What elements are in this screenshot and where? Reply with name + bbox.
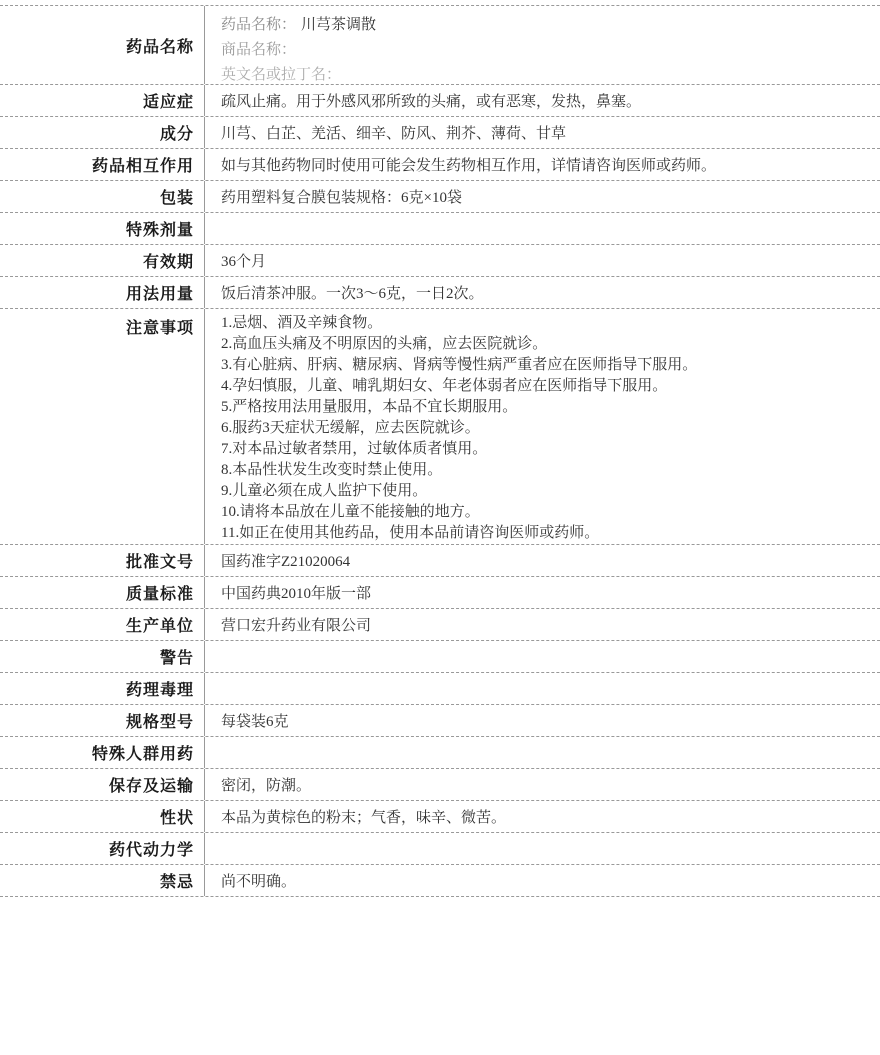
storage-transport-value: 密闭，防潮。: [221, 778, 312, 794]
precaution-item: 8.本品性状发生改变时禁止使用。: [221, 462, 443, 478]
properties-label: 性状: [0, 801, 205, 832]
row-drug-name: [0, 6, 880, 85]
row-approval-number: [0, 545, 880, 577]
special-populations-label: 特殊人群用药: [0, 737, 205, 768]
precaution-item: 1.忌烟、酒及辛辣食物。: [221, 315, 383, 331]
english-name-line: 英文名或拉丁名：: [221, 67, 342, 83]
special-dosage-label: 特殊剂量: [0, 213, 205, 244]
contraindications-label: 禁忌: [0, 865, 205, 896]
specification-label: 规格型号: [0, 705, 205, 736]
dosage-usage-label: 用法用量: [0, 277, 205, 308]
special-dosage-value: [205, 213, 880, 244]
manufacturer-label: 生产单位: [0, 609, 205, 640]
approval-number-label: 批准文号: [0, 545, 205, 576]
drug-name-prefix: 药品名称：: [221, 17, 297, 33]
pharmacology-toxicology-label: 药理毒理: [0, 673, 205, 704]
precaution-item: 7.对本品过敏者禁用，过敏体质者慎用。: [221, 441, 488, 457]
quality-standard-label: 质量标准: [0, 577, 205, 608]
shelf-life-label: 有效期: [0, 245, 205, 276]
precaution-item: 4.孕妇慎服，儿童、哺乳期妇女、年老体弱者应在医师指导下服用。: [221, 378, 668, 394]
precaution-item: 10.请将本品放在儿童不能接触的地方。: [221, 504, 480, 520]
row-properties: [0, 801, 880, 833]
row-pharmacology-toxicology: [0, 673, 880, 705]
row-storage-transport: [0, 769, 880, 801]
packaging-label: 包装: [0, 181, 205, 212]
drug-name-text: 川芎茶调散: [301, 17, 377, 33]
properties-value: 本品为黄棕色的粉末；气香，味辛、微苦。: [221, 810, 507, 826]
row-specification: [0, 705, 880, 737]
shelf-life-value: 36个月: [221, 254, 267, 270]
drug-interactions-label: 药品相互作用: [0, 149, 205, 180]
row-quality-standard: [0, 577, 880, 609]
indications-label: 适应症: [0, 85, 205, 116]
row-precautions: [0, 309, 880, 545]
precaution-item: 6.服药3天症状无缓解，应去医院就诊。: [221, 420, 480, 436]
drug-interactions-value: 如与其他药物同时使用可能会发生药物相互作用，详情请咨询医师或药师。: [221, 158, 717, 174]
precaution-item: 11.如正在使用其他药品，使用本品前请咨询医师或药师。: [221, 525, 600, 541]
row-ingredients: [0, 117, 880, 149]
precautions-value-cell: [205, 309, 880, 544]
precaution-item: 5.严格按用法用量服用，本品不宜长期服用。: [221, 399, 518, 415]
row-packaging: [0, 181, 880, 213]
precaution-item: 9.儿童必须在成人监护下使用。: [221, 483, 428, 499]
row-shelf-life: [0, 245, 880, 277]
specification-value: 每袋装6克: [221, 714, 289, 730]
ingredients-label: 成分: [0, 117, 205, 148]
row-indications: [0, 85, 880, 117]
pharmacology-toxicology-value: [205, 673, 880, 704]
precautions-label: 注意事项: [0, 309, 205, 544]
row-dosage-usage: [0, 277, 880, 309]
pharmacokinetics-label: 药代动力学: [0, 833, 205, 864]
row-manufacturer: [0, 609, 880, 641]
precaution-item: 3.有心脏病、肝病、糖尿病、肾病等慢性病严重者应在医师指导下服用。: [221, 357, 698, 373]
warning-label: 警告: [0, 641, 205, 672]
pharmacokinetics-value: [205, 833, 880, 864]
drug-name-value-cell: [205, 6, 880, 84]
approval-number-value: 国药准字Z21020064: [221, 554, 351, 570]
contraindications-value: 尚不明确。: [221, 874, 297, 890]
drug-name-line: [221, 13, 880, 38]
row-special-populations: [0, 737, 880, 769]
special-populations-value: [205, 737, 880, 768]
row-warning: [0, 641, 880, 673]
ingredients-value: 川芎、白芷、羌活、细辛、防风、荆芥、薄荷、甘草: [221, 126, 567, 142]
manufacturer-value: 营口宏升药业有限公司: [221, 618, 372, 634]
warning-value: [205, 641, 880, 672]
row-pharmacokinetics: [0, 833, 880, 865]
storage-transport-label: 保存及运输: [0, 769, 205, 800]
trade-name-line: 商品名称：: [221, 42, 297, 58]
drug-info-table: [0, 5, 880, 897]
packaging-value: 药用塑料复合膜包装规格：6克×10袋: [221, 190, 462, 206]
indications-value: 疏风止痛。用于外感风邪所致的头痛，或有恶寒，发热，鼻塞。: [221, 94, 642, 110]
precaution-item: 2.高血压头痛及不明原因的头痛，应去医院就诊。: [221, 336, 548, 352]
drug-name-label: 药品名称: [0, 6, 205, 84]
row-drug-interactions: [0, 149, 880, 181]
quality-standard-value: 中国药典2010年版一部: [221, 586, 372, 602]
row-contraindications: [0, 865, 880, 897]
row-special-dosage: [0, 213, 880, 245]
dosage-usage-value: 饭后清茶冲服。一次3～6克，一日2次。: [221, 286, 484, 302]
